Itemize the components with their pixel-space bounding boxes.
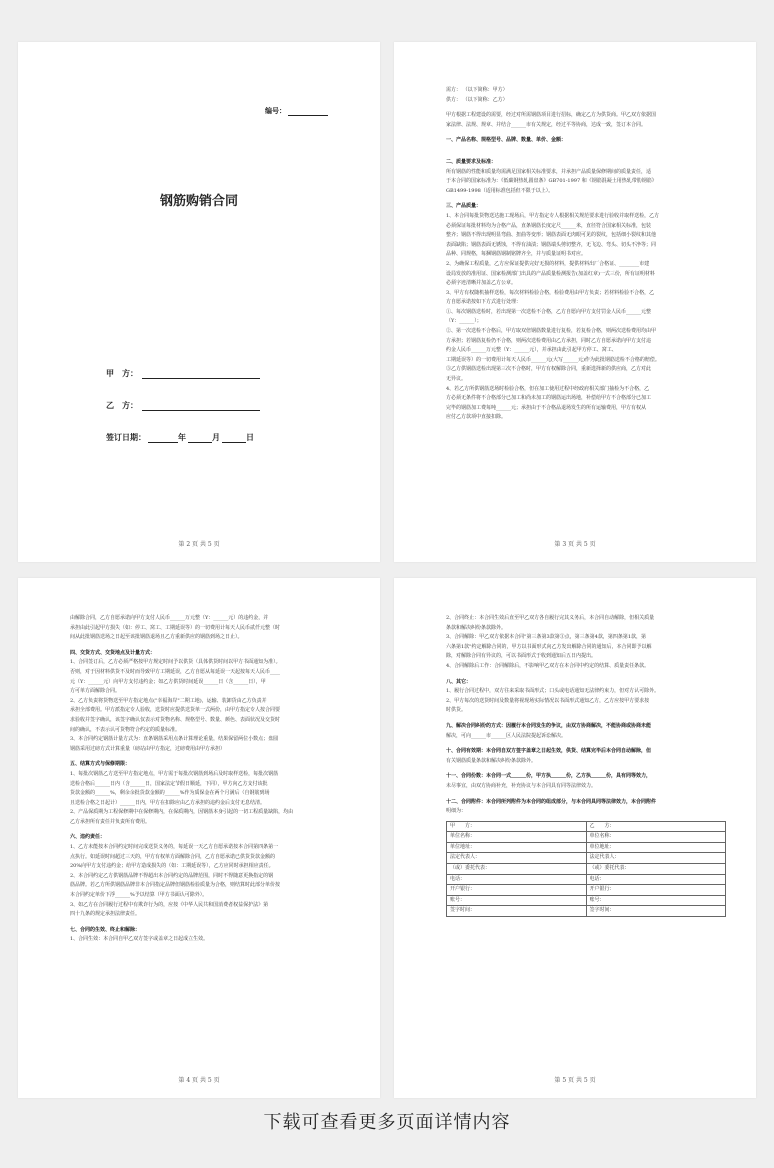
contract-number [265, 106, 328, 116]
body-line: 2、甲方每次的送货时间及数量将视现场实际情况以书面形式通知乙方，乙方应按甲方要求按 [446, 697, 650, 704]
party-b-cell: 单位地址： [586, 842, 726, 853]
body-line: 2、为确保工程质量，乙方应保证提供完好无损的材料，提供材料出厂合格证、________市建 [446, 260, 650, 267]
section-heading: 七、合同的生效、终止和解除： [70, 926, 141, 933]
body-line: 3、合同解除：甲乙双方依据本合同"第三条第3款第③点，第三条第4款，第四条第1款，第 [446, 634, 647, 641]
party-b-cell: 签字时间： [586, 906, 726, 917]
body-line: 品种、同规格，每捆钢筋钢制铭牌齐全，并与质量证明书对应。 [446, 251, 587, 258]
body-line: ③乙方供钢筋送检出现第三次不合格时，甲方有权解除合同，重新选择新的供应商，乙方对此 [446, 366, 652, 373]
body-line: 于本合同的国家标准为：《低碳钢热轧圆盘条》GB701-1997 和《钢筋混凝土用热轧带肋钢筋》 [446, 178, 657, 185]
page-number: 第 3 页 共 5 页 [554, 541, 596, 548]
body-line: 2、本合同约定乙方供钢筋品牌不得超出本合同约定的品牌范围，同时不得随意更换指定的钢 [70, 872, 274, 879]
month-line [188, 442, 212, 443]
cover-page [18, 42, 380, 562]
signature-row [447, 906, 726, 917]
body-line: 需方： （以下简称：甲方） [446, 87, 508, 93]
body-line: 方必须无条件将不合格部分已加工和尚未加工的钢筋运出场地，补偿给甲方不合格部分已加工 [446, 395, 652, 402]
signature-row [447, 895, 726, 906]
day-label: 日 [246, 433, 254, 442]
party-b-cell: 开户银行： [586, 885, 726, 896]
party-b-cell: 法定代表人： [586, 853, 726, 864]
body-line: 时供货。 [446, 707, 467, 714]
section-heading: 十二、合同附件：本合同所列附件为本合同的组成部分，与本合同具同等法律效力，本合同附件 [446, 798, 657, 805]
party-a-cell: 开户银行： [447, 885, 587, 896]
body-line: 完毕的钢筋加工费每吨______元；承担由于不合格品退场发生的所有运输费用，甲方有权从 [446, 404, 647, 411]
body-line: 2、乙方负责将货物送至甲方指定地点("幸福海岸"二期工地)，运输、装卸货由乙方负责并 [70, 697, 267, 704]
body-line: 3、甲方有权随机抽样送检，每次材料检验合格，检验费用由甲方负责；若材料检验不合格，乙 [446, 289, 655, 296]
signature-row [447, 885, 726, 896]
party-b-label: 乙 方： [106, 401, 138, 410]
signature-row [447, 874, 726, 885]
party-b-field [106, 400, 260, 411]
signature-table [446, 821, 726, 917]
section-heading: 四、交货方式、交货地点及计量方式： [70, 649, 156, 656]
section-heading: 六、违约责任： [70, 834, 106, 841]
body-line: 求验收并签字确认，该签字确认仅表示对货物名称、规格型号、数量、颜色、表面状况及交货时 [70, 716, 281, 723]
body-line: 钢筋采用过磅方式计算重量（磅站由甲方指定，过磅费用由甲方承担） [70, 745, 226, 752]
body-line: 由解除合同，乙方自愿承诺向甲方支付人民币______万元整（Y：______元）的违约金，并 [70, 615, 269, 621]
body-line: 方自愿承诺按如下方式进行处理： [446, 299, 522, 306]
body-line: 3、本合同约定钢筋计量方式为：直条钢筋采用点条计算理论重量，结果保留两位小数点；盘圆 [70, 736, 279, 743]
signature-row [447, 832, 726, 843]
body-line [446, 146, 726, 152]
contract-page-2 [394, 42, 756, 562]
party-b-cell: 单位名称： [586, 832, 726, 843]
section-heading: 三、产品质量： [446, 203, 482, 210]
body-line: 1、每批次钢筋乙方送至甲方指定地点，甲方需于每批次钢筋到场后及时取样送检，每批次钢筋 [70, 770, 279, 777]
sign-date-label: 签订日期： [106, 433, 146, 442]
body-line: 所有钢筋的性能和质量均需满足国家相关标准要求，并承担产品质量保修期间的质量责任，适 [446, 168, 652, 175]
party-a-field [106, 368, 260, 379]
body-line: 元（Y：______元）向甲方支付违约金；如乙方供货时间延误______日（含______日），甲 [70, 678, 266, 685]
body-line: 方承担；若钢筋复检仍不合格，则两次送检费用由乙方承担，同时乙方自愿承诺向甲方支付违 [446, 337, 652, 344]
party-a-cell: 单位地址： [447, 842, 587, 853]
body-line: 1、履行合同过程中，双方往来采取书面形式；口头或电话通知无法律约束力，但对方认可除外。 [446, 688, 660, 695]
body-line: 设局发放的准用证、国家检测部门出具的产品质量检测报告(加盖红章)一式三份，所有证明材料 [446, 270, 655, 277]
party-a-label: 甲 方： [106, 369, 138, 378]
body-line: 20%向甲方支付违约金；给甲方造成损失的（如：工期延误等），乙方应同时承担相应责任。 [70, 863, 274, 870]
day-line [222, 442, 246, 443]
body-line: 条款和解决纠纷条款除外。 [446, 624, 507, 631]
body-line: 承担由此引起甲方损失（如：停工、窝工、工期延误等）的一切费用计每天人民币贰仟元整（时 [70, 624, 281, 631]
body-line: ②、第一次送检不合格后，甲方取双倍钢筋数量进行复检，若复检合格，则两次送检费用均由甲 [446, 328, 657, 335]
body-line: 供方： （以下简称：乙方） [446, 96, 508, 103]
section-heading: 一、产品名称、规格型号、品牌、数量、单价、金额： [446, 137, 567, 144]
body-line: 3、如乙方在合同履行过程中有欺诈行为的，应按《中华人民共和国消费者权益保护法》第 [70, 901, 269, 908]
party-b-cell: 乙 方： [586, 821, 726, 832]
section-heading: 十、合同有效期：本合同自双方签字盖章之日起生效，供货、结算完毕后本合同自动解除，但 [446, 748, 652, 755]
page-number: 第 5 页 共 5 页 [554, 1077, 596, 1084]
body-line: 1、合同生效：本合同自甲乙双方签字或盖章之日起成立生效。 [70, 936, 209, 943]
section-heading: 八、其它： [446, 678, 472, 685]
party-b-cell: 电话： [586, 874, 726, 885]
body-line: 有关钢筋质量条款和解决纠纷条款除外。 [446, 757, 537, 764]
contract-number-line [288, 115, 328, 116]
year-label: 年 [178, 433, 186, 442]
body-line: 点执行。如延误时间超过三天的，甲方有权单方面解除合同，乙方自愿承诺已供货货款金额的 [70, 853, 276, 860]
body-line: 本合同约定单价下浮______%予以结算（甲方书面认可除外）。 [70, 892, 208, 899]
body-line: 1、合同签订后，乙方必须严格按甲方规定时间予以供货（具体供货时间以甲方书面通知为准）。 [70, 659, 281, 666]
body-line: 间的确认，不表示认可货物符合约定的质量标准。 [70, 726, 181, 733]
party-a-cell: 甲 方： [447, 821, 587, 832]
download-prompt[interactable]: 下载可查看更多页面详情内容 [263, 1112, 511, 1133]
body-line: 六条第1款"约定解除合同的，甲方以书面形式向乙方发出解除合同的通知后，本合同即予以解 [446, 643, 652, 650]
body-line: 否则，对于因材料供货不及时而导致甲方工期延误，乙方自愿从每延误一天起按每天人民币____ [70, 668, 281, 675]
year-line [148, 442, 178, 443]
body-line: 工期延误等）的一切费用计每天人民币______元(大写______元)作为此批钢筋送检不合格的赔偿。 [446, 356, 660, 363]
body-line: 1、本合同每批货物送达施工现场后，甲方指定专人根据相关规范要求进行验收并取样送检，乙方 [446, 212, 660, 219]
section-heading: 二、质量要求及标准： [446, 158, 497, 165]
body-line: 筋品牌。若乙方所供钢筋品牌非本合同指定品牌但钢筋检验质量为合格，则结算时此部分单价按 [70, 882, 281, 889]
body-line: 表面缺陷；钢筋表面无锈蚀，不得有油渍；钢筋端头剪切整齐，无飞边、弯头、切头不净等；同 [446, 241, 657, 248]
section-heading: 九、解决合同纠纷的方式：因履行本合同发生的争议，由双方协商解决，不能协商或协商未能 [446, 722, 652, 729]
body-line: 应付乙方款项中直接扣除。 [446, 414, 507, 421]
month-label: 月 [212, 433, 220, 442]
body-line: 4、合同解除后工作：合同解除后，不影响甲乙双方在本合同中约定的结算、质量责任条款。 [446, 662, 650, 669]
body-line: 整齐；钢筋不得出现明显弯曲、扭曲等变形；钢筋表面无肉眼可见的裂纹，包括细小裂纹和其他 [446, 232, 657, 239]
body-line: 约金人民币______万元整（Y：______元），并承担由此引起甲方停工、窝工、 [446, 347, 617, 354]
body-line: 明细为： [446, 808, 467, 815]
body-line: 未尽事宜，由双方协商补充，补充协议与本合同具有同等法律效力。 [446, 782, 597, 789]
body-line: 4、若乙方所供钢筋送场时检验合格，但在加工使用过程中经政府相关部门抽检为不合格，乙 [446, 385, 650, 392]
body-line: GB1499-1998（适用标准包括但不限于以上）。 [446, 187, 554, 194]
body-line: 无异议。 [446, 376, 467, 383]
section-heading: 十一、合同份数：本合同一式______份，甲方执______份，乙方执______份，具有同等效力， [446, 773, 652, 780]
page-number: 第 2 页 共 5 页 [178, 541, 220, 548]
party-a-cell: 法定代表人： [447, 853, 587, 864]
body-line: 家法律、法规、规章、并结合______市有关规定，经过平等协商，达成一致，签订本合同。 [446, 121, 647, 128]
party-a-cell: 账号： [447, 895, 587, 906]
contract-number-label: 编号： [265, 107, 286, 115]
section-heading: 五、结算方式与保修期限： [70, 761, 131, 768]
party-a-line [142, 378, 260, 379]
body-line: 送检合格后______日内（含______日，国家法定节假日顺延，下同），甲方向乙方支付该批 [70, 780, 268, 787]
body-line: 甲方根据工程建设的需要，经过对所需钢筋项目进行招标，确定乙方为供货商。甲乙双方依据国 [446, 112, 657, 119]
body-line: 货款金额的______%，剩余余批货款金额的______%作为质保金在两个月满后（自钢筋到场 [70, 790, 270, 797]
body-line: 乙方承担所有责任并负责所有费用。 [70, 818, 151, 825]
sign-date-field [106, 432, 254, 443]
party-a-cell: 单位名称： [447, 832, 587, 843]
page-number: 第 4 页 共 5 页 [178, 1077, 220, 1084]
body-line: 2、产品保质期为工程保修期中在保修期内，在保质期内，因钢筋本身引起的一切工程质量缺陷，均由 [70, 809, 294, 816]
signature-row [447, 864, 726, 875]
body-line: 解决，可向______市______区人民法院提起诉讼解决。 [446, 732, 567, 739]
body-line: 2、合同终止：本合同生效后直至甲乙双方各自履行完其义务后，本合同自动解除，但相关质量 [446, 615, 655, 621]
body-line: 1、乙方未能按本合同约定时间完成送货义务的，每延误一天乙方自愿承诺按本合同第四条第一 [70, 844, 279, 851]
body-line: 除，对解除合同有异议的，可以书面形式于收到通知后五日内提出。 [446, 653, 597, 660]
page-lines [446, 614, 726, 817]
body-line: 必须保证每批材料均为合格产品，直条钢筋长度定尺______米，直径符合国家相关标准，包装 [446, 222, 652, 229]
party-a-cell: 签字时间： [447, 906, 587, 917]
contract-page-3 [18, 578, 380, 1098]
party-b-line [142, 410, 260, 411]
body-line: 方可单方面解除合同。 [70, 688, 121, 695]
body-line: 承担全部费用。甲方派指定专人验收，送货时应提供送货单一式两份，由甲方指定专人按合同要 [70, 707, 281, 714]
signature-row [447, 821, 726, 832]
signature-row [447, 853, 726, 864]
page-body [446, 86, 726, 423]
body-line: ①、每次钢筋送检时，若出现第一次送检不合格，乙方自愿向甲方支付罚金人民币______元整 [446, 308, 652, 315]
body-line: 且送检合格之日起计）______日内，甲方在扣除应由乙方承担的违约金后支付无息结清。 [70, 799, 266, 806]
signature-row [447, 842, 726, 853]
body-line: 间从此批钢筋送场之日起至该批钢筋退场且乙方重新供应的钢筋到场之日止）。 [70, 634, 243, 641]
page-body [446, 614, 726, 917]
page-body [70, 614, 350, 945]
contract-page-4 [394, 578, 756, 1098]
body-line: 必须字迹清晰并加盖乙方公章。 [446, 280, 517, 287]
body-line: （Y：______）； [446, 318, 482, 325]
party-b-cell: 账号： [586, 895, 726, 906]
document-title: 钢筋购销合同 [159, 194, 238, 209]
party-a-cell: 电话： [447, 874, 587, 885]
party-b-cell: （或）委托代表： [586, 864, 726, 875]
party-a-cell: （或）委托代表： [447, 864, 587, 875]
body-line: 四十九条的规定承担法律责任。 [70, 911, 141, 918]
